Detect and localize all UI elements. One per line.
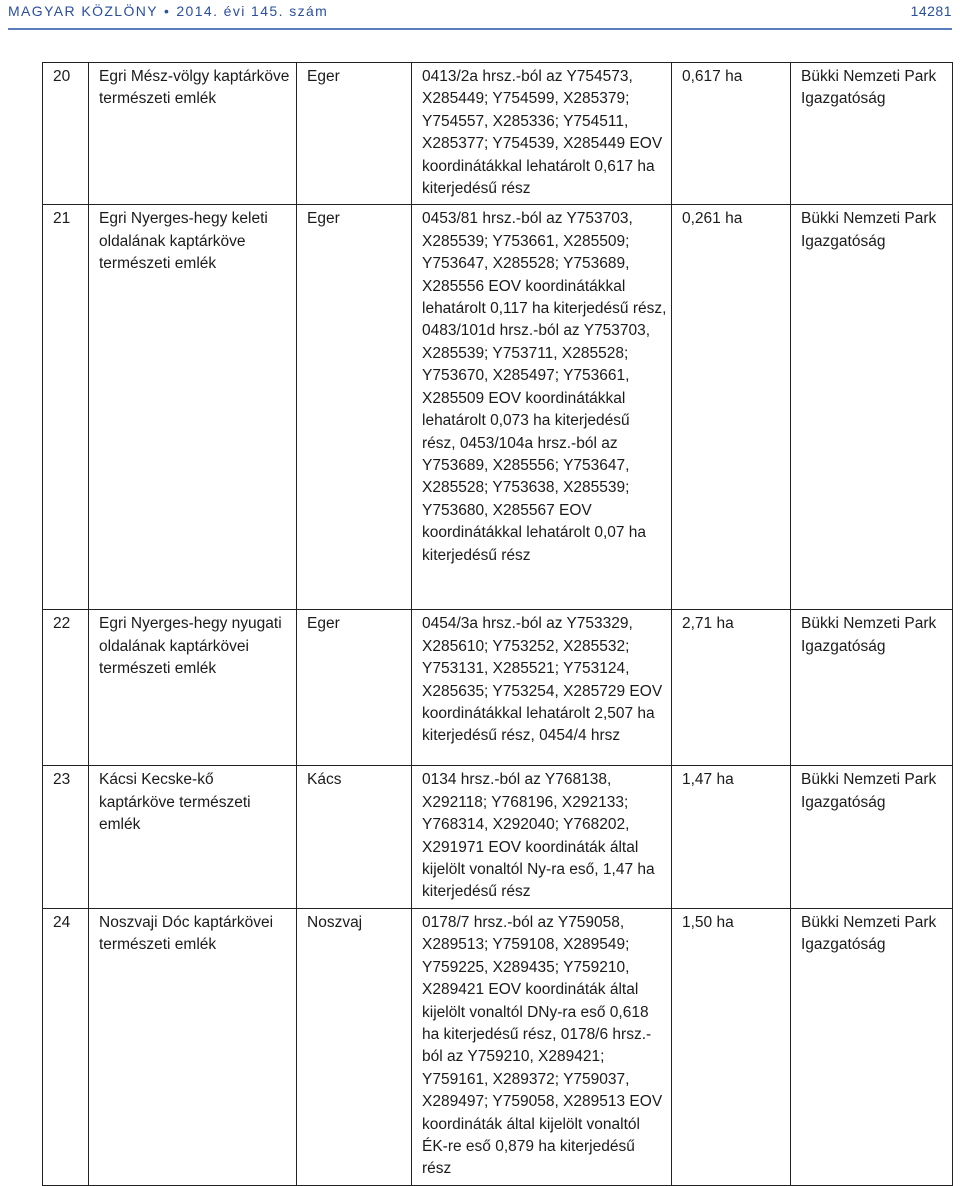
page-number: 14281 [910,3,952,19]
settlement: Noszvaj [297,908,412,1185]
parcel-description: 0453/81 hrsz.-ból az Y753703, X285539; Y753661, X285509; Y753647, X285528; Y753689, X285556 EOV koordinátákkal lehatárolt 0,117 ha kiterjedésű rész, 0483/101d hrsz.-ból az Y753703, X285539; Y753711, X285528; Y753670, X285497; Y753661, X285509 EOV koordinátákkal lehatárolt 0,073 ha kiterjedésű rész, 0453/104a hrsz.-ból az Y753689, X285556; Y753647, X285528; Y753638, X285539; Y753680, X285567 EOV koordinátákkal lehatárolt 0,07 ha kiterjedésű rész [412,205,672,610]
site-name: Egri Nyerges-hegy keleti oldalának kaptárköve természeti emlék [89,205,297,610]
settlement: Eger [297,205,412,610]
parcel-description: 0178/7 hrsz.-ból az Y759058, X289513; Y759108, X289549; Y759225, X289435; Y759210, X289421 EOV koordináták által kijelölt vonaltól DNy-ra eső 0,618 ha kiterjedésű rész, 0178/6 hrsz.-ból az Y759210, X289421; Y759161, X289372; Y759037, X289497; Y759058, X289513 EOV koordináták által kijelölt vonaltól ÉK-re eső 0,879 ha kiterjedésű rész [412,908,672,1185]
site-name: Noszvaji Dóc kaptárkövei természeti emlék [89,908,297,1185]
settlement: Kács [297,766,412,908]
site-area: 1,47 ha [672,766,791,908]
table-row [43,908,953,1185]
table-row [43,610,953,766]
protected-sites-table [42,62,953,1186]
row-number: 20 [43,63,89,205]
header-divider [8,28,952,30]
parcel-description: 0454/3a hrsz.-ból az Y753329, X285610; Y753252, X285532; Y753131, X285521; Y753124, X285635; Y753254, X285729 EOV koordinátákkal lehatárolt 2,507 ha kiterjedésű rész, 0454/4 hrsz [412,610,672,766]
site-area: 0,261 ha [672,205,791,610]
managing-authority: Bükki Nemzeti Park Igazgatóság [791,205,953,610]
site-name: Egri Nyerges-hegy nyugati oldalának kaptárkövei természeti emlék [89,610,297,766]
separator-dot: • [164,3,171,19]
site-area: 0,617 ha [672,63,791,205]
managing-authority: Bükki Nemzeti Park Igazgatóság [791,63,953,205]
issue-label: 2014. évi 145. szám [176,3,329,19]
managing-authority: Bükki Nemzeti Park Igazgatóság [791,908,953,1185]
row-number: 23 [43,766,89,908]
publication-title: MAGYAR KÖZLÖNY [8,3,159,19]
site-name: Kácsi Kecske-kő kaptárköve természeti emlék [89,766,297,908]
managing-authority: Bükki Nemzeti Park Igazgatóság [791,766,953,908]
managing-authority: Bükki Nemzeti Park Igazgatóság [791,610,953,766]
settlement: Eger [297,63,412,205]
page-header [8,0,952,30]
row-number: 24 [43,908,89,1185]
row-number: 22 [43,610,89,766]
table-row [43,766,953,908]
settlement: Eger [297,610,412,766]
parcel-description: 0413/2a hrsz.-ból az Y754573, X285449; Y754599, X285379; Y754557, X285336; Y754511, X285377; Y754539, X285449 EOV koordinátákkal lehatárolt 0,617 ha kiterjedésű rész [412,63,672,205]
site-area: 1,50 ha [672,908,791,1185]
site-area: 2,71 ha [672,610,791,766]
row-number: 21 [43,205,89,610]
running-title [8,3,328,19]
parcel-description: 0134 hrsz.-ból az Y768138, X292118; Y768196, X292133; Y768314, X292040; Y768202, X291971 EOV koordináták által kijelölt vonaltól Ny-ra eső, 1,47 ha kiterjedésű rész [412,766,672,908]
table-row [43,63,953,205]
table-row [43,205,953,610]
site-name: Egri Mész-völgy kaptárköve természeti emlék [89,63,297,205]
